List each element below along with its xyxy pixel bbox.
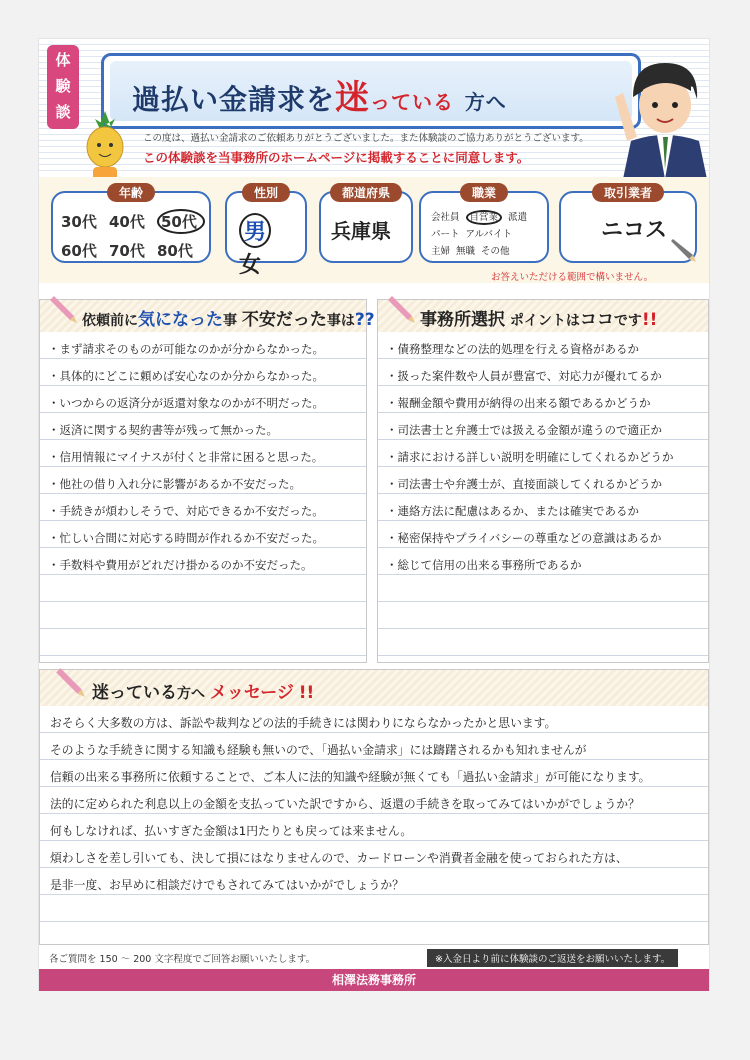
prefecture-value: 兵庫県 (331, 219, 391, 243)
list-item: ・債務整理などの法的処理を行える資格があるか (386, 342, 639, 356)
intro-text: この度は、過払い金請求のご依頼ありがとうございました。また体験談のご協力ありがとうございます。 (143, 133, 589, 144)
occupation-label: 職業 (460, 183, 508, 202)
heading-part: 依頼前に (82, 313, 138, 329)
title-box (101, 53, 641, 129)
list-item: ・他社の借り入れ分に影響があるか不安だった。 (48, 477, 301, 491)
tag-char-1: 体 (55, 51, 71, 69)
message-line: 信頼の出来る事務所に依頼することで、ご本人に法的知識や経験が無くても「過払い金請求」が可能になります。 (50, 770, 651, 784)
lender-box (559, 186, 697, 263)
list-item: ・扱った案件数や人員が豊富で、対応力が優れてるか (386, 369, 662, 383)
list-item: ・司法書士と弁護士では扱える金額が違うので適正か (386, 423, 662, 437)
heading-part: 事 (223, 313, 237, 329)
age-option: 70代 (109, 242, 145, 260)
selection-list (386, 340, 704, 583)
gender-options (239, 213, 305, 279)
concerns-list (48, 340, 362, 583)
lender-value: ニコス (601, 218, 668, 243)
message-line: おそらく大多数の方は、訴訟や裁判などの法的手続きには関わりにならなかったかと思います。 (50, 716, 557, 730)
age-option: 40代 (109, 213, 145, 231)
list-item: ・請求における詳しい説明を明確にしてくれるかどうか (386, 450, 674, 464)
list-item: ・手数料や費用がどれだけ掛かるのか不安だった。 (48, 558, 313, 572)
heading-part: 事は (326, 313, 355, 329)
occupation-option: 無職 (456, 246, 476, 257)
message-line: 是非一度、お早めに相談だけでもされてみてはいかがでしょうか？ (50, 878, 404, 892)
occupation-option: 主婦 (431, 246, 451, 257)
selection-points-panel (377, 299, 709, 663)
occupation-option: アルバイト (465, 229, 512, 240)
age-option: 80代 (157, 242, 193, 260)
list-item: ・忙しい合間に対応する時間が作れるか不安だった。 (48, 531, 324, 545)
message-heading (92, 678, 314, 703)
list-item: ・手続きが煩わしそうで、対応できるか不安だった。 (48, 504, 324, 518)
heading-part: ココ (579, 310, 614, 330)
heading-part: 選択 (471, 310, 505, 330)
heading-part: 方へ (177, 686, 205, 702)
return-deadline-note: ※入金日より前に体験談のご返送をお願いいたします。 (427, 949, 678, 967)
heading-part: 迷っている (92, 683, 177, 703)
age-options (61, 209, 205, 267)
consent-text: この体験談を当事務所のホームページに掲載することに同意します。 (143, 150, 530, 165)
occupation-options (431, 209, 533, 260)
answer-length-note: 各ご質問を 150 ～ 200 文字程度でご回答お願いいたします。 (49, 954, 316, 965)
prefecture-label: 都道府県 (330, 183, 402, 202)
office-name-bar: 相澤法務事務所 (39, 969, 709, 991)
heading-part: 気になった (138, 310, 223, 330)
message-line: そのような手続きに関する知識も経験も無いので、「過払い金請求」には躊躇されるかも知れませんが (50, 743, 587, 757)
pencil-icon (386, 294, 416, 324)
occupation-option: パート (431, 229, 460, 240)
occupation-option: 派遣 (508, 212, 528, 223)
message-line: 何もしなければ、払いすぎた金額は1円たりとも戻っては来ません。 (50, 824, 413, 838)
pencil-icon (54, 666, 86, 698)
occupation-option: 会社員 (431, 212, 460, 223)
occupation-box (419, 186, 549, 263)
heading-part: 不安だった (241, 310, 327, 330)
gender-label: 性別 (242, 183, 290, 202)
experience-sheet (38, 38, 710, 991)
message-line: 煩わしさを差し引いても、決して損にはなりませんので、カードローンや消費者金融を使っておられた方は、 (50, 851, 628, 865)
concerns-heading (82, 305, 375, 330)
age-box (51, 186, 211, 263)
occupation-option-selected: 自営業 (466, 210, 503, 225)
list-item: ・まず請求そのものが可能なのかが分からなかった。 (48, 342, 324, 356)
list-item: ・連絡方法に配慮はあるか、または確実であるか (386, 504, 639, 518)
list-item: ・総じて信用の出来る事務所であるか (386, 558, 582, 572)
prefecture-box (319, 186, 413, 263)
question-marks: ?? (354, 310, 375, 330)
title-red: 迷 (335, 78, 371, 118)
heading-part: 事務所 (420, 310, 471, 330)
exclamation-marks: !! (641, 310, 658, 330)
profile-note: お答えいただける範囲で構いません。 (491, 272, 654, 283)
lender-label: 取引業者 (592, 183, 664, 202)
title-part3: 方へ (464, 90, 507, 114)
age-option-selected: 50代 (157, 209, 205, 234)
concerns-panel (39, 299, 375, 663)
list-item: ・具体的にどこに頼めば安心なのか分からなかった。 (48, 369, 324, 383)
tag-char-2: 験 (55, 77, 71, 95)
list-item: ・信用情報にマイナスが付くと非常に困ると思った。 (48, 450, 324, 464)
list-item: ・いつからの返済分が返還対象なのかが不明だった。 (48, 396, 324, 410)
message-line: 法的に定められた利息以上の金額を支払っていた訳ですから、返還の手続きを取ってみてはいかがでしょうか？ (50, 797, 640, 811)
list-item: ・返済に関する契約書等が残って無かった。 (48, 423, 278, 437)
title-part2: っている (370, 90, 455, 114)
gender-option: 女 (239, 253, 262, 278)
list-item: ・司法書士や弁護士が、直接面談してくれるかどうか (386, 477, 662, 491)
pencil-icon (48, 294, 78, 324)
message-panel (39, 669, 709, 945)
message-body (50, 714, 650, 903)
list-item: ・報酬金額や費用が納得の出来る額であるかどうか (386, 396, 651, 410)
heading-part: ポイントは (509, 313, 580, 329)
tag-char-3: 談 (55, 103, 71, 121)
gender-box (225, 186, 307, 278)
gender-option-selected: 男 (239, 213, 271, 248)
age-option: 30代 (61, 213, 97, 231)
age-label: 年齢 (107, 183, 155, 202)
occupation-option: その他 (481, 246, 510, 257)
businessman-illustration (613, 57, 709, 179)
age-option: 60代 (61, 242, 97, 260)
heading-part: です (613, 313, 642, 329)
list-item: ・秘密保持やプライバシーの尊重などの意識はあるか (386, 531, 662, 545)
title-part1: 過払い金請求を (132, 83, 336, 116)
selection-heading (420, 305, 657, 330)
page-title (132, 70, 507, 119)
exclamation-marks: !! (298, 683, 315, 703)
pencil-icon (669, 235, 697, 263)
experience-tag (47, 45, 79, 129)
profile-row (39, 177, 709, 283)
heading-part: メッセージ (209, 683, 294, 703)
